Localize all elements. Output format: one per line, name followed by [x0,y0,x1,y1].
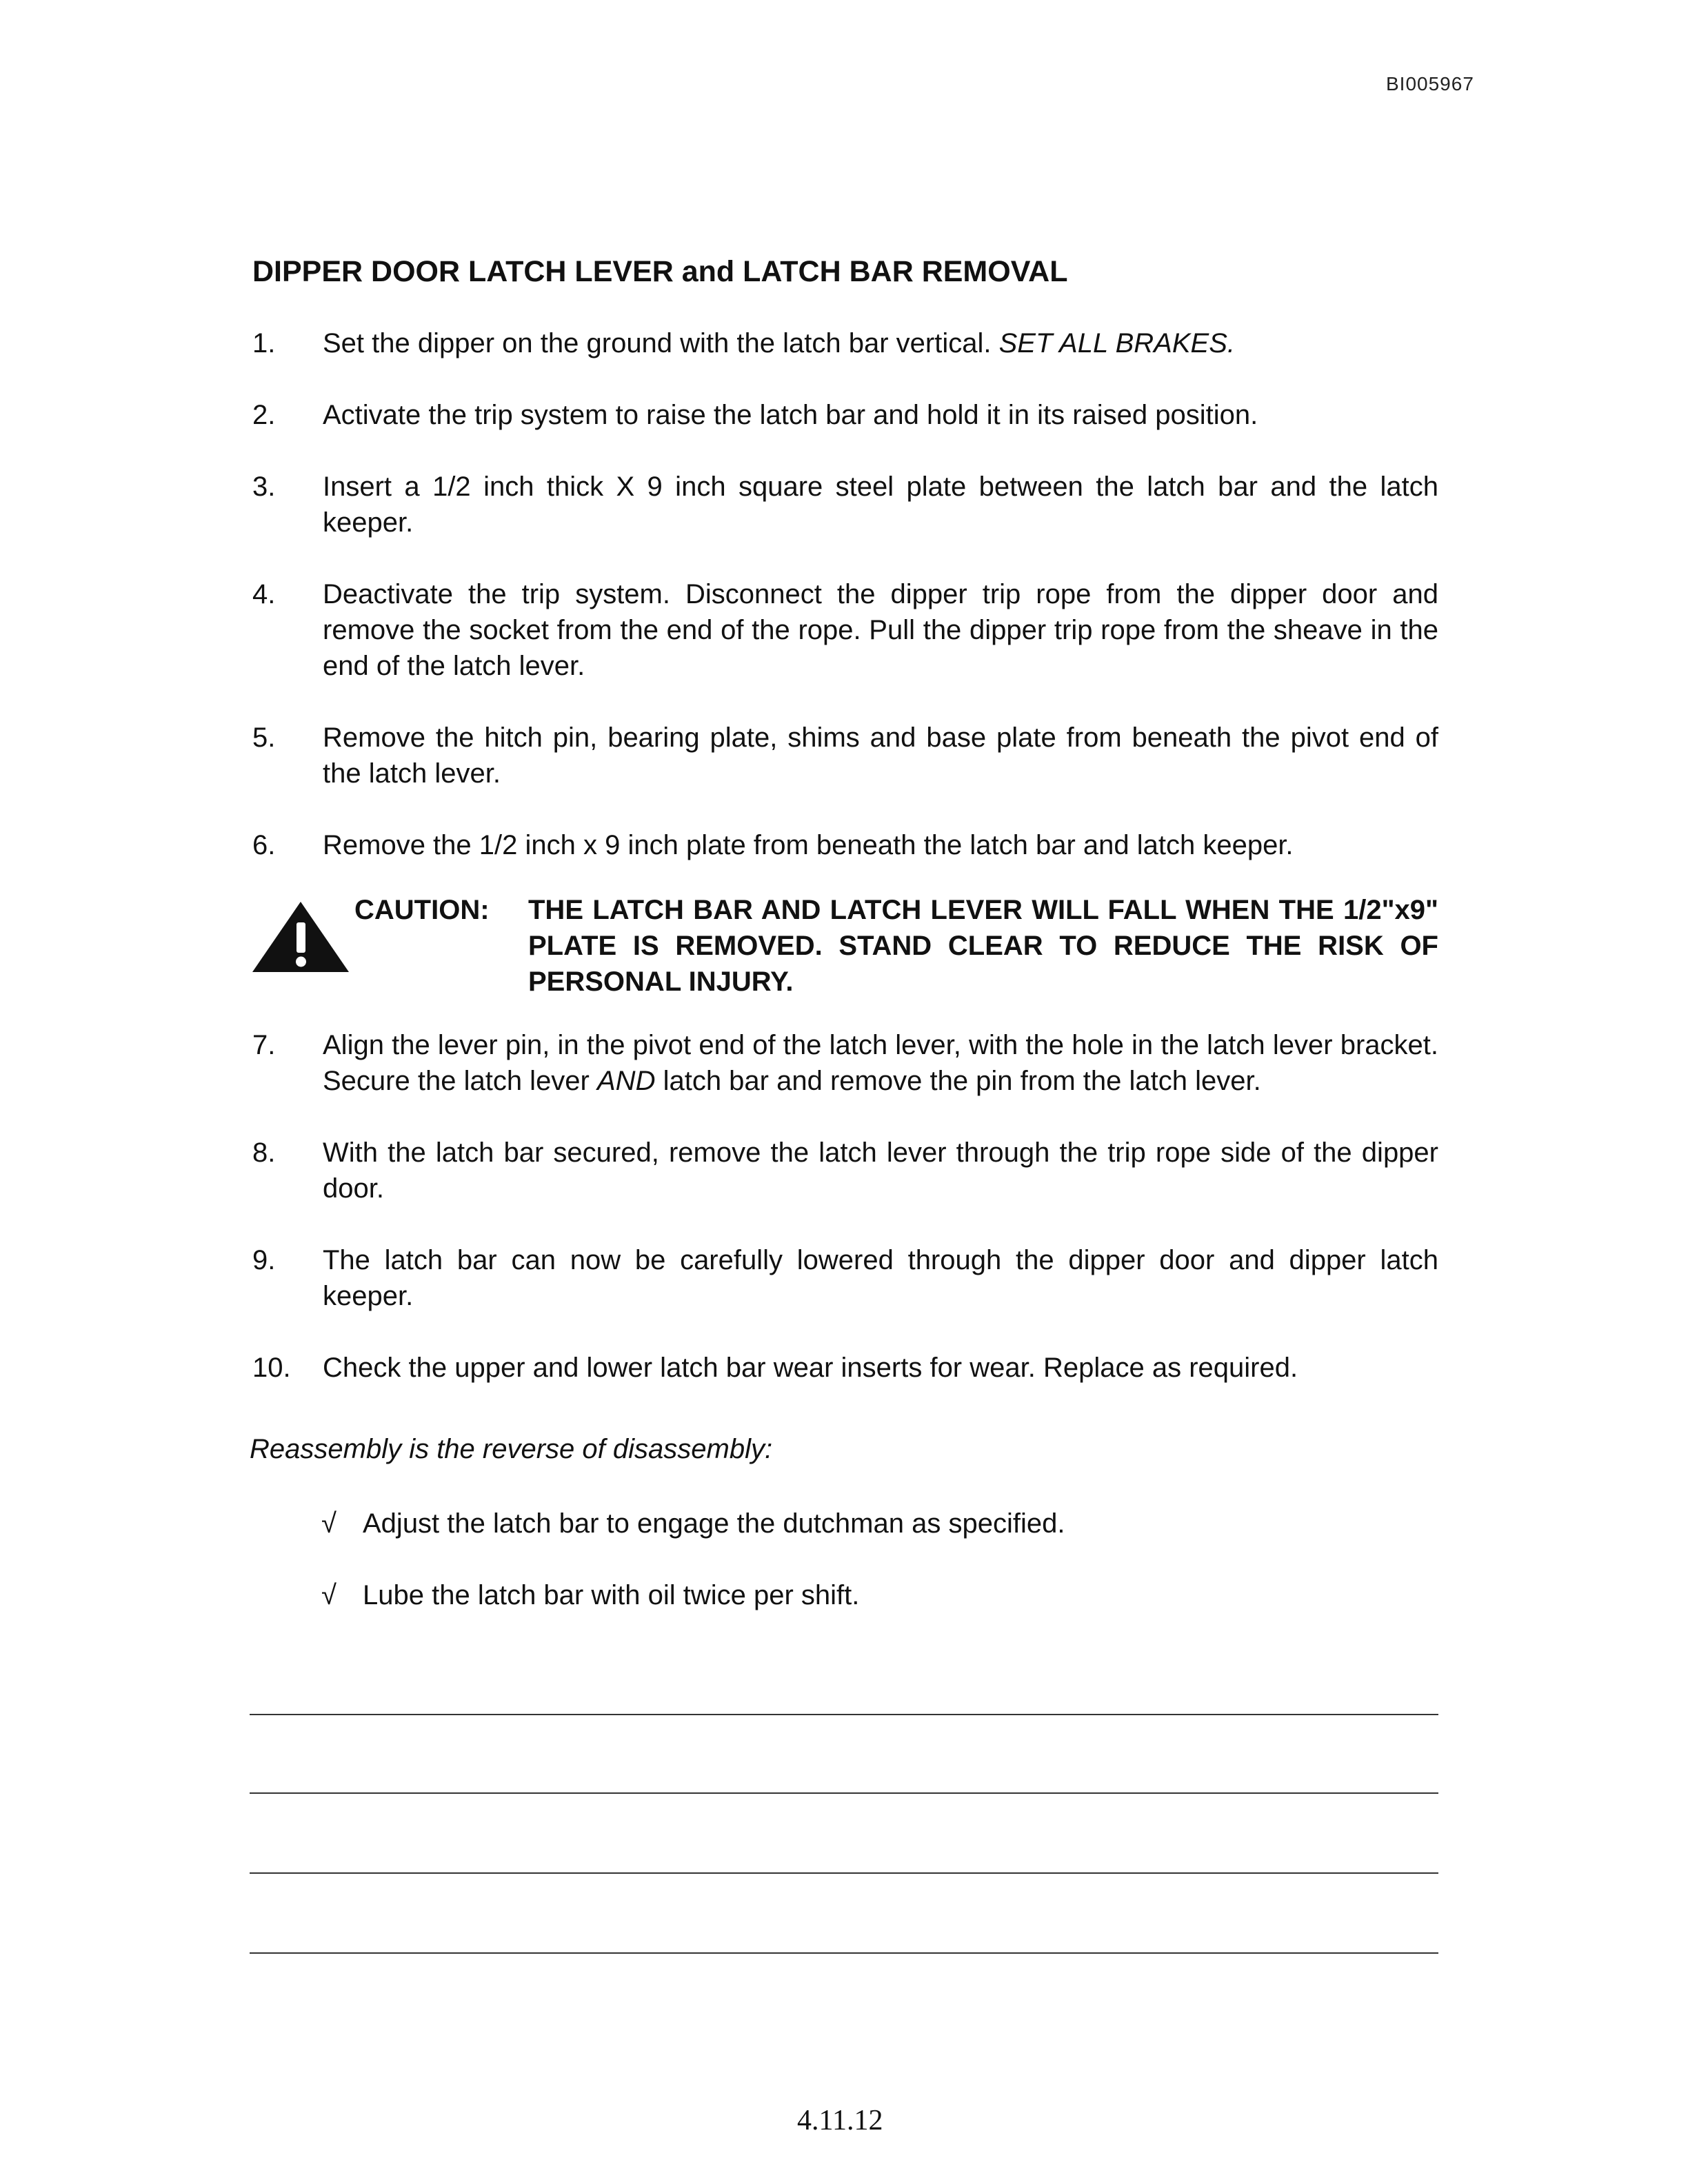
step-9 [252,1242,1438,1314]
page-number: 4.11.12 [797,2105,883,2136]
step-number: 10. [252,1353,291,1383]
step-number: 8. [252,1138,276,1168]
step-text: With the latch bar secured, remove the latch lever through the trip rope side of the dipper door. [323,1138,1438,1204]
step-number: 2. [252,400,276,430]
step-5 [252,720,1438,791]
step-text: Deactivate the trip system. Disconnect the dipper trip rope from the dipper door and remove the socket from the end of the rope. Pull the dipper trip rope from the sheave in the end of the latch lever. [323,579,1438,681]
caution-text: THE LATCH BAR AND LATCH LEVER WILL FALL WHEN THE 1/2"x9" PLATE IS REMOVED. STAND CLEAR TO REDUCE THE RISK OF PERSONAL INJURY. [528,895,1438,997]
step-4 [252,576,1438,684]
step-number: 6. [252,830,276,860]
step-text: Set the dipper on the ground with the latch bar vertical. SET ALL BRAKES. [323,328,1235,358]
checkmark-icon: √ [321,1580,336,1610]
step-text: Remove the hitch pin, bearing plate, shims and base plate from beneath the pivot end of the latch lever. [323,722,1438,789]
caution-block [252,892,1438,1000]
notes-line [250,1792,1438,1794]
checklist-text: Lube the latch bar with oil twice per shift. [363,1580,860,1610]
step-number: 3. [252,472,276,502]
step-emphasis: AND [597,1066,656,1096]
reassembly-note: Reassembly is the reverse of disassembly: [250,1434,773,1464]
checkmark-icon: √ [321,1508,336,1539]
checklist-text: Adjust the latch bar to engage the dutchman as specified. [363,1508,1065,1539]
step-number: 4. [252,579,276,609]
step-text: Check the upper and lower latch bar wear inserts for wear. Replace as required. [323,1353,1298,1383]
step-emphasis: SET ALL BRAKES. [998,328,1235,358]
step-10 [252,1350,1438,1386]
step-3 [252,469,1438,540]
step-text: Insert a 1/2 inch thick X 9 inch square steel plate between the latch bar and the latch keeper. [323,472,1438,538]
step-2 [252,397,1438,433]
procedure-steps [252,325,1438,1422]
section-title: DIPPER DOOR LATCH LEVER and LATCH BAR REMOVAL [252,255,1068,288]
step-number: 5. [252,722,276,753]
step-7 [252,1027,1438,1099]
step-text: The latch bar can now be carefully lowered through the dipper door and dipper latch keeper. [323,1245,1438,1311]
document-id: BI005967 [1386,73,1474,94]
step-text: Align the lever pin, in the pivot end of the latch lever, with the hole in the latch lever bracket. Secure the latch lever AND latch bar and remove the pin from the latch lever. [323,1030,1438,1096]
notes-line [250,1952,1438,1954]
checklist-item [321,1577,1065,1613]
step-number: 7. [252,1030,276,1060]
step-number: 1. [252,328,276,358]
step-1 [252,325,1438,361]
checklist [321,1506,1065,1649]
checklist-item [321,1506,1065,1541]
notes-line [250,1872,1438,1874]
step-text: Activate the trip system to raise the latch bar and hold it in its raised position. [323,400,1258,430]
caution-label: CAUTION: [354,895,490,925]
notes-line [250,1714,1438,1715]
step-text: Remove the 1/2 inch x 9 inch plate from beneath the latch bar and latch keeper. [323,830,1294,860]
step-6 [252,827,1438,863]
step-number: 9. [252,1245,276,1275]
step-8 [252,1135,1438,1206]
warning-icon [252,892,354,982]
